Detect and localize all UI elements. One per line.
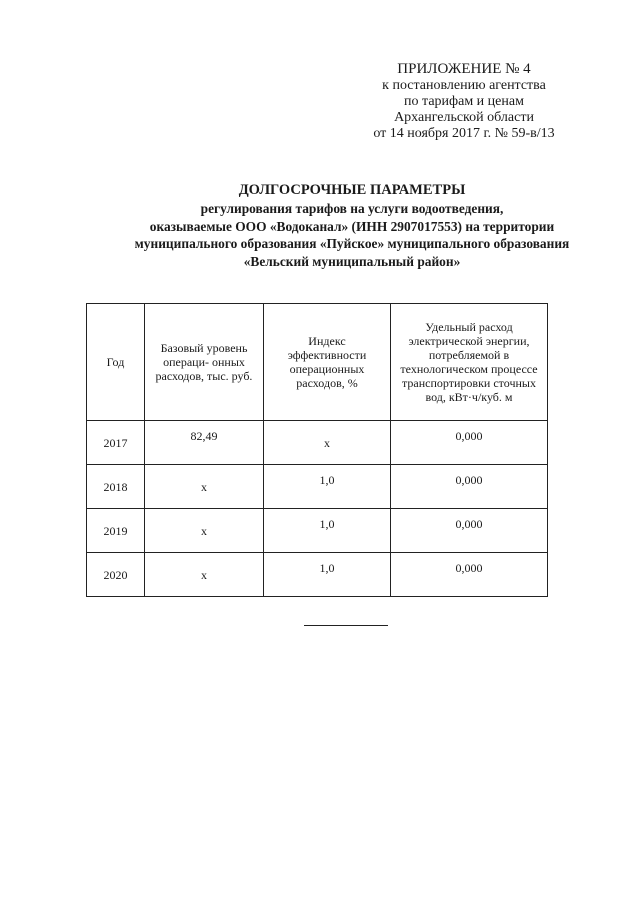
appendix-line: по тарифам и ценам <box>404 94 524 109</box>
cell-index: 1,0 <box>264 509 391 553</box>
cell-index: х <box>264 421 391 465</box>
document-title: ДОЛГОСРОЧНЫЕ ПАРАМЕТРЫ <box>238 182 466 198</box>
header-base-expenses: Базовый уровень операци- онных расходов, тыс. руб. <box>145 304 264 421</box>
header-efficiency-index: Индекс эффективности операционных расходов, % <box>264 304 391 421</box>
cell-year: 2020 <box>87 553 145 597</box>
cell-index: 1,0 <box>264 553 391 597</box>
appendix-line: Архангельской области <box>394 110 534 125</box>
appendix-date-line: от 14 ноября 2017 г. № 59-в/13 <box>373 126 555 141</box>
table-row <box>87 465 548 509</box>
cell-base: х <box>145 465 264 509</box>
cell-year: 2017 <box>87 421 145 465</box>
cell-base: х <box>145 509 264 553</box>
table-row <box>87 509 548 553</box>
cell-energy: 0,000 <box>391 509 548 553</box>
heading-line: регулирования тарифов на услуги водоотведения, <box>200 201 504 216</box>
header-energy-consumption: Удельный расход электрической энергии, потребляемой в технологическом процессе транспортировки сточных вод, кВт·ч/куб. м <box>391 304 548 421</box>
cell-base: х <box>145 553 264 597</box>
cell-energy: 0,000 <box>391 553 548 597</box>
cell-base: 82,49 <box>145 421 264 465</box>
cell-energy: 0,000 <box>391 465 548 509</box>
appendix-block <box>330 60 598 142</box>
table-row <box>87 421 548 465</box>
table-header-row <box>87 304 548 421</box>
parameters-table <box>86 303 548 597</box>
header-year: Год <box>87 304 145 421</box>
appendix-line: к постановлению агентства <box>382 78 546 93</box>
cell-index: 1,0 <box>264 465 391 509</box>
appendix-title: ПРИЛОЖЕНИЕ № 4 <box>397 61 531 77</box>
heading-line: оказываемые ООО «Водоканал» (ИНН 2907017553) на территории <box>149 218 555 234</box>
document-heading <box>60 181 640 270</box>
heading-line: «Вельский муниципальный район» <box>243 253 461 269</box>
cell-energy: 0,000 <box>391 421 548 465</box>
heading-line: муниципального образования «Пуйское» муниципального образования <box>134 236 570 251</box>
closing-rule <box>304 625 388 626</box>
cell-year: 2018 <box>87 465 145 509</box>
table-row <box>87 553 548 597</box>
cell-year: 2019 <box>87 509 145 553</box>
